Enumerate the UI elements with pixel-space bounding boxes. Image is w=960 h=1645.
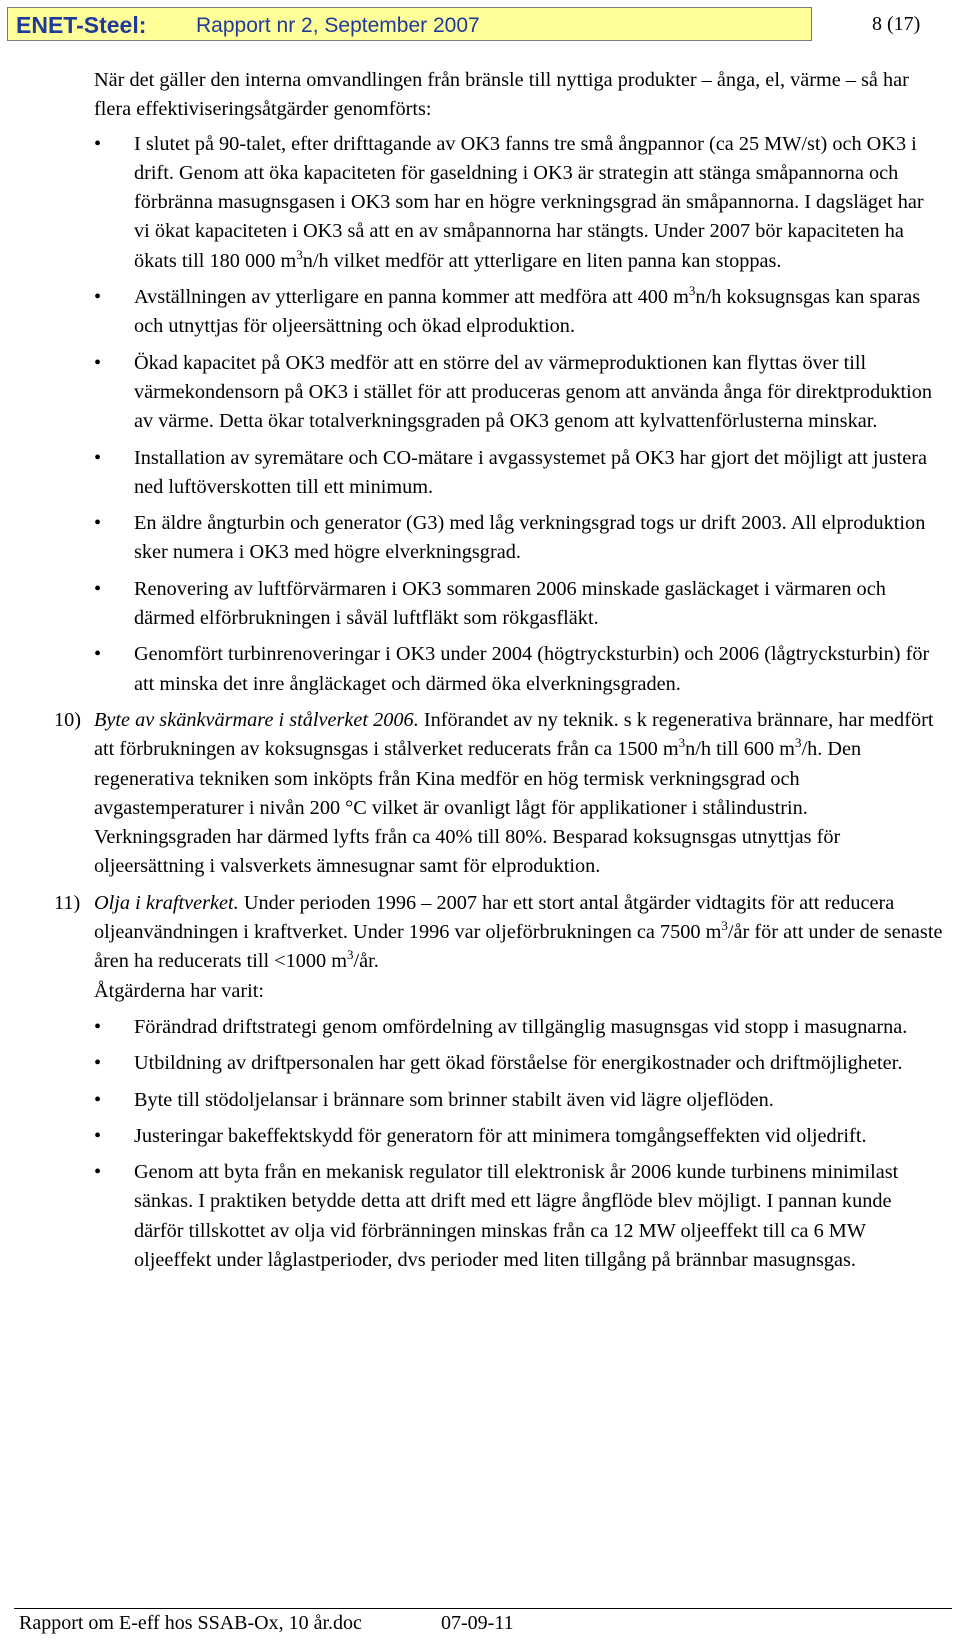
bullet-icon: • — [94, 643, 102, 666]
item-title: Olja i kraftverket. — [94, 891, 239, 914]
list-item: • Byte till stödoljelansar i brännare som brinner stabilt även vid lägre oljeflöden. — [94, 1086, 944, 1115]
page-number: 8 (17) — [872, 13, 921, 35]
list-item: • Avställningen av ytterligare en panna kommer att medföra att 400 $m^3n/h$ koksugnsgas kan sparas och utnyttjas för oljeersättning och ökad elproduktion. — [94, 283, 921, 338]
bullet-list-efficiency — [94, 130, 944, 699]
document-body — [54, 66, 944, 1275]
footer-filename: Rapport om E-eff hos SSAB-Ox, 10 år.doc — [19, 1612, 362, 1634]
measures-lead: Åtgärderna har varit: — [94, 979, 265, 1002]
bullet-list-oil-measures — [94, 1013, 944, 1275]
footer-divider — [14, 1608, 952, 1609]
list-item: • Genomfört turbinrenoveringar i OK3 under 2004 (högtrycksturbin) och 2006 (lågtrycksturbin) för att minska det inre ångläckaget och därmed öka elverkningsgraden. — [94, 640, 944, 699]
bullet-icon: • — [94, 132, 102, 155]
bullet-icon: • — [94, 512, 102, 535]
bullet-icon: • — [94, 446, 102, 469]
list-item: • Genom att byta från en mekanisk regulator till elektronisk år 2006 kunde turbinens minimilast sänkas. I praktiken betydde detta att drift med ett lägre ångflöde blev möjligt. I pannan kunde därför tillskottet av olja vid förbränningen minskas från ca 12 MW oljeeffekt till ca 6 MW oljeeffekt under låglastperioder, dvs perioder med liten tillgång på brännbar masugnsgas. — [94, 1158, 944, 1275]
list-item: • Utbildning av driftpersonalen har gett ökad förståelse för energikostnader och driftmöjligheter. — [94, 1049, 944, 1078]
bullet-icon: • — [94, 1052, 102, 1075]
list-item: • Installation av syremätare och CO-mätare i avgassystemet på OK3 har gjort det möjligt att justera ned luftöverskotten till ett minimum. — [94, 444, 944, 503]
item-title: Byte av skänkvärmare i stålverket 2006. — [94, 708, 419, 731]
item-number: 10) — [54, 708, 82, 731]
header-subtitle: Rapport nr 2, September 2007 — [196, 14, 480, 37]
list-item: • Renovering av luftförvärmaren i OK3 sommaren 2006 minskade gasläckaget i värmaren och därmed elförbrukningen i såväl luftfläkt som rökgasfläkt. — [94, 575, 944, 634]
list-item: • Förändrad driftstrategi genom omfördelning av tillgänglig masugnsgas vid stopp i masugnarna. — [94, 1013, 944, 1042]
item-number: 11) — [54, 891, 81, 914]
intro-paragraph: När det gäller den interna omvandlingen från bränsle till nyttiga produkter – ånga, el, värme – så har flera effektiviseringsåtgärder genomförts: — [94, 69, 909, 121]
list-item: • Ökad kapacitet på OK3 medför att en större del av värmeproduktionen kan flyttas över till värmekondensorn på OK3 i stället för att produceras genom att använda ånga för direktproduktion av värme. Detta ökar totalverkningsgraden på OK3 genom att kylvattenförlusterna minskar. — [94, 349, 944, 437]
bullet-icon: • — [94, 1161, 102, 1184]
list-item: • I slutet på 90-talet, efter drifttagande av OK3 fanns tre små ångpannor (ca 25 MW/st) och OK3 i drift. Genom att öka kapaciteten för gaseldning i OK3 är strategin att stänga småpannorna och förbränna masugnsgasen i OK3 som har en högre verkningsgrad än småpannorna. I dagsläget har vi ökat kapaciteten i OK3 så att en av småpannorna har stängts. Under 2007 bör kapaciteten ha ökats till 180 000 $m^3n/h$ vilket medför att ytterligare en liten panna kan stoppas. — [94, 130, 944, 276]
bullet-icon: • — [94, 286, 102, 309]
list-item: • En äldre ångturbin och generator (G3) med låg verkningsgrad togs ur drift 2003. All elproduktion sker numera i OK3 med högre elverkningsgrad. — [94, 509, 944, 568]
bullet-icon: • — [94, 1015, 102, 1038]
bullet-icon: • — [94, 1124, 102, 1147]
numbered-item-11: 11) Olja i kraftverket. Under perioden 1996 – 2007 har ett stort antal åtgärder vidtagits för att reducera oljeanvändningen i kraftverket. Under 1996 var oljeförbrukningen ca 7500 $m^3/år$ för att under de senaste åren ha reducerats till <1000 $m^3/år$. Åtgärderna har varit: — [94, 889, 944, 1006]
bullet-icon: • — [94, 577, 102, 600]
numbered-item-10: 10) Byte av skänkvärmare i stålverket 2006. Införandet av ny teknik. s k regenerativa brännare, har medfört att förbrukningen av koksugnsgas i stålverket reducerats från ca 1500 $m^3n/h$ till 600 $m^3/h$. Den regenerativa tekniken som inköpts från Kina medför en hög termisk verkningsgrad och avgastemperaturer i nivån 200 °C vilket är ovanligt lågt för applikationer i stålindustrin. Verkningsgraden har därmed lyfts från ca 40% till 80%. Besparad koksugnsgas utnyttjas för oljeersättning i valsverkets ämnesugnar samt för elproduktion. — [94, 706, 944, 882]
list-item: • Justeringar bakeffektskydd för generatorn för att minimera tomgångseffekten vid oljedrift. — [94, 1122, 944, 1151]
bullet-icon: • — [94, 1088, 102, 1111]
report-header — [7, 7, 812, 41]
bullet-icon: • — [94, 351, 102, 374]
header-brand: ENET-Steel: — [16, 12, 147, 38]
footer-date: 07-09-11 — [441, 1612, 514, 1634]
